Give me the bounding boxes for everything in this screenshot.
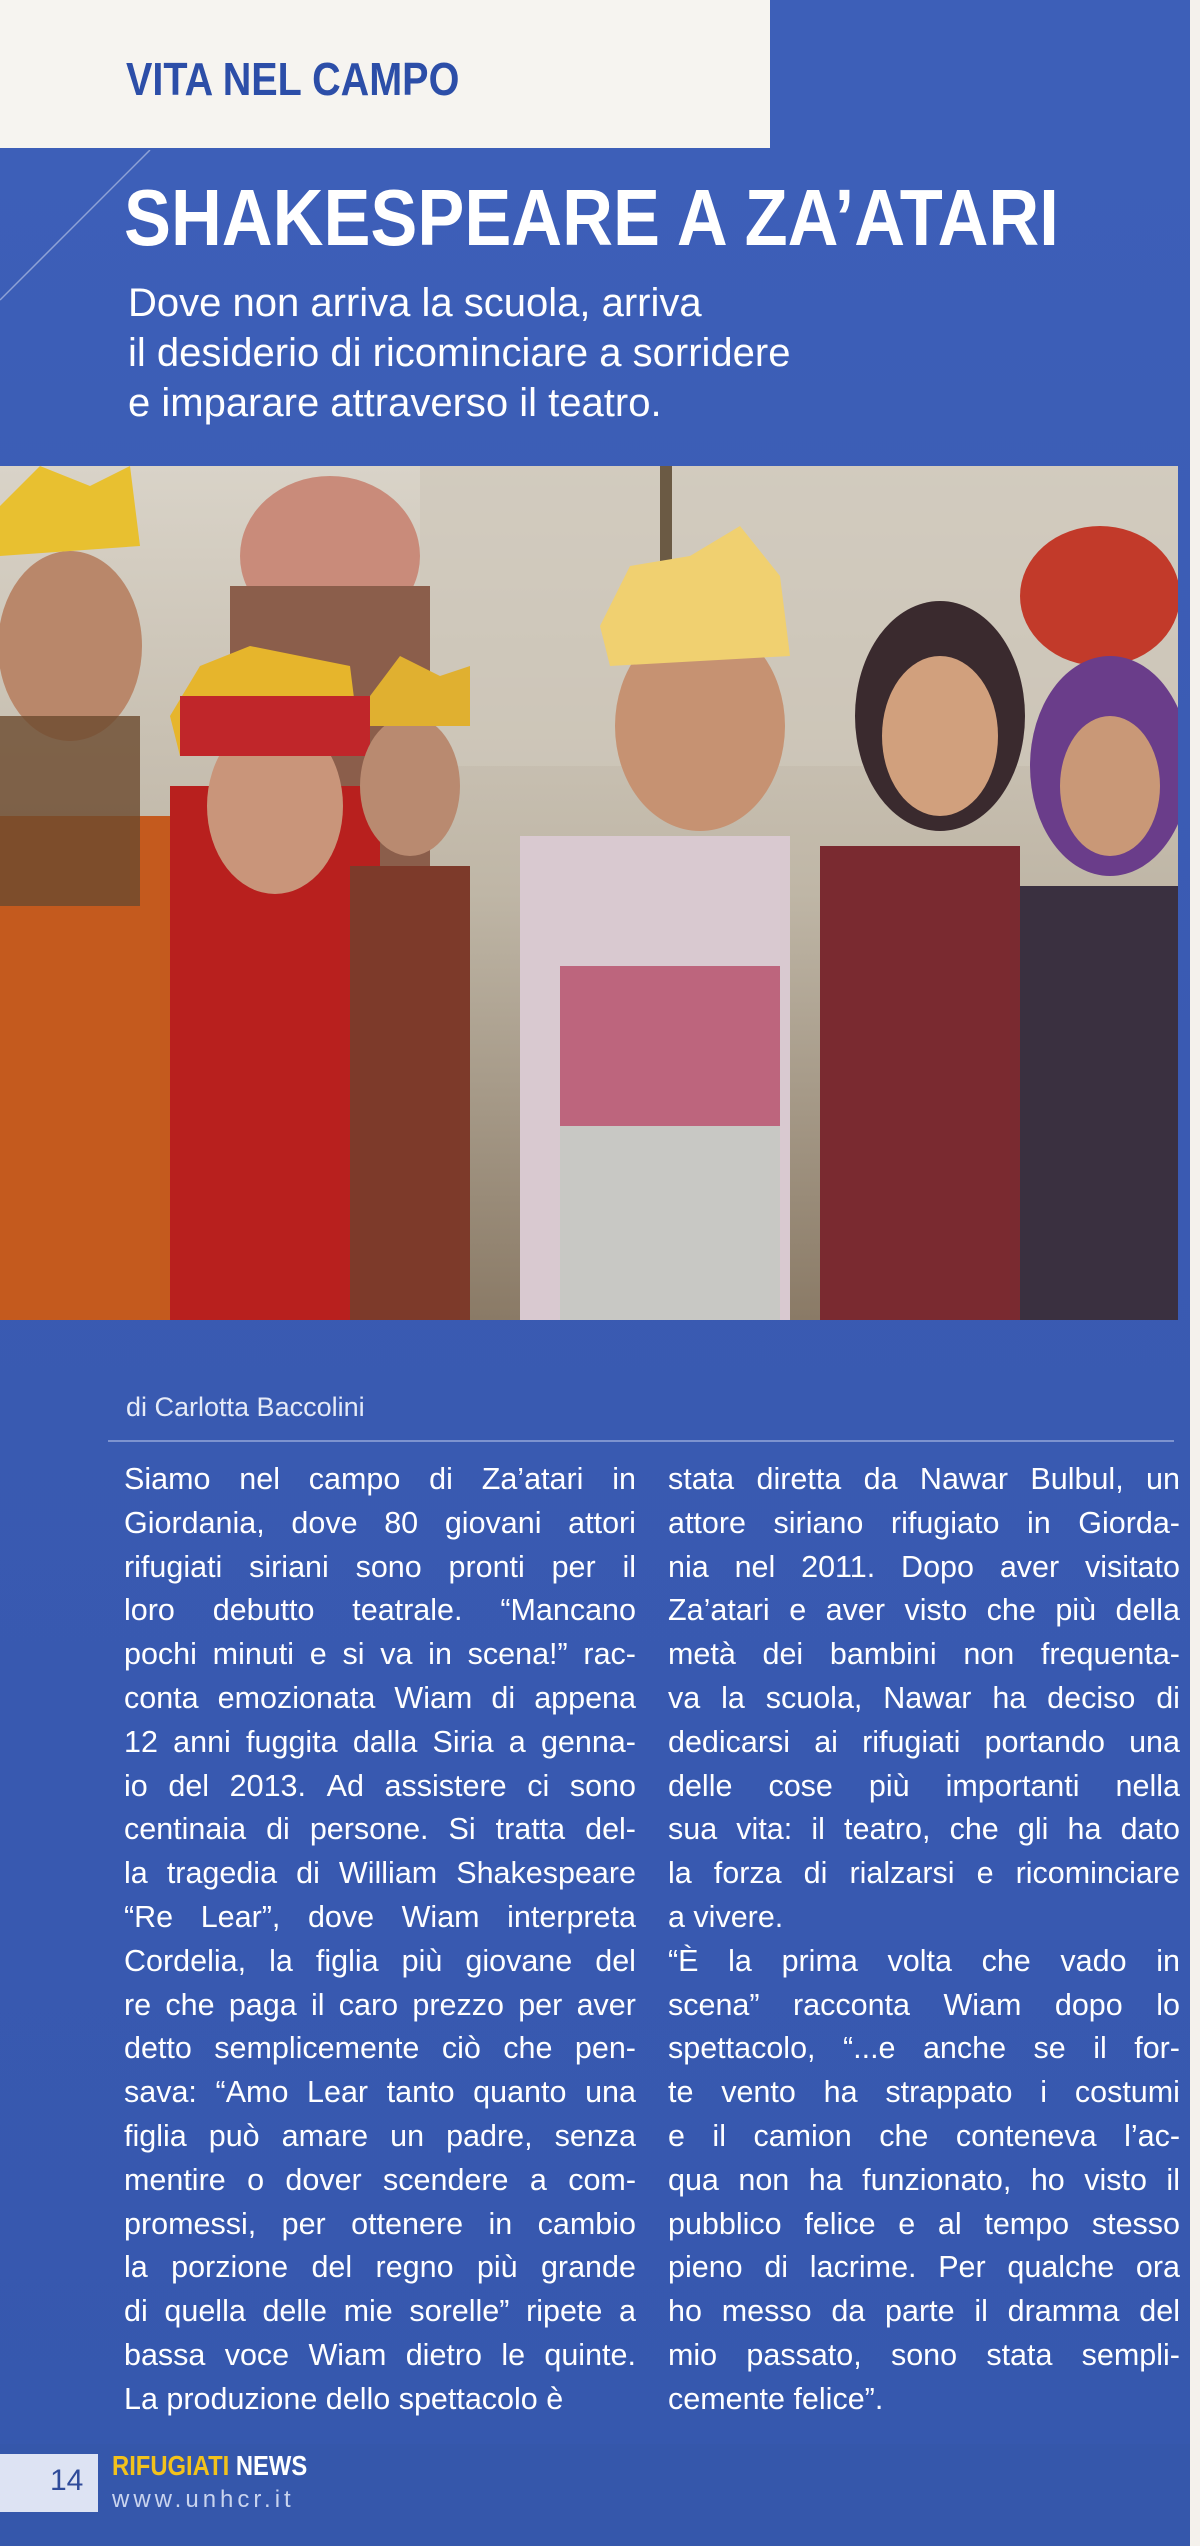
section-label: VITA NEL CAMPO (126, 53, 460, 105)
text-line: nia nel 2011. Dopo aver visitato (668, 1549, 1180, 1584)
text-line: “È la prima volta che vado in (668, 1943, 1180, 1978)
text-line: di quella delle mie sorelle” ripete a (124, 2294, 636, 2329)
page-number: 14 (50, 2464, 84, 2497)
subtitle-line: il desiderio di ricominciare a sorridere (128, 331, 791, 375)
text-line: conta emozionata Wiam di appena (124, 1680, 636, 1715)
text-line: centinaia di persone. Si tratta del- (124, 1812, 636, 1847)
text-line: stata diretta da Nawar Bulbul, un (668, 1462, 1180, 1496)
text-line: loro debutto teatrale. “Mancano (124, 1593, 636, 1628)
text-line: promessi, per ottenere in cambio (124, 2206, 636, 2241)
text-line: rifugiati siriani sono pronti per il (124, 1549, 636, 1584)
text-line: re che paga il caro prezzo per aver (124, 1987, 636, 2022)
text-line: la tragedia di William Shakespeare (124, 1856, 636, 1891)
text-line: la porzione del regno più grande (124, 2250, 636, 2285)
text-line: figlia può amare un padre, senza (124, 2118, 636, 2153)
text-line: Siamo nel campo di Za’atari in (124, 1462, 636, 1496)
brand-part-rifugiati: RIFUGIATI (112, 2450, 230, 2481)
text-line: spettacolo, “...e anche se il for- (668, 2031, 1180, 2066)
subtitle-line: Dove non arriva la scuola, arriva (128, 281, 702, 325)
text-line: sua vita: il teatro, che gli ha dato (668, 1812, 1180, 1847)
text-line: cemente felice”. (668, 2381, 884, 2416)
text-line: sava: “Amo Lear tanto quanto una (124, 2075, 636, 2110)
website-url: www.unhcr.it (112, 2486, 295, 2513)
brand-part-news: NEWS (235, 2450, 308, 2481)
text-line: Cordelia, la figlia più giovane del (124, 1943, 636, 1978)
text-line: qua non ha funzionato, ho visto il (668, 2162, 1180, 2197)
text-line: va la scuola, Nawar ha deciso di (668, 1680, 1180, 1715)
text-line: Za’atari e aver visto che più della (668, 1593, 1180, 1628)
text-line: La produzione dello spettacolo è (124, 2381, 564, 2416)
text-line: pochi minuti e si va in scena!” rac- (124, 1637, 636, 1672)
children-theatre-photo (0, 466, 1178, 1320)
text-line: Giordania, dove 80 giovani attori (124, 1505, 636, 1540)
article-photo (0, 466, 1178, 1320)
text-line: pubblico felice e al tempo stesso (668, 2206, 1180, 2241)
text-line: bassa voce Wiam dietro le quinte. (124, 2337, 636, 2372)
text-line: ho messo da parte il dramma del (668, 2294, 1180, 2329)
text-line: dedicarsi ai rifugiati portando una (668, 1724, 1180, 1759)
subtitle-line: e imparare attraverso il teatro. (128, 381, 662, 425)
brand-logo (112, 2450, 307, 2482)
text-line: attore siriano rifugiato in Giorda- (668, 1505, 1180, 1540)
byline-divider (108, 1440, 1174, 1442)
text-line: io del 2013. Ad assistere ci sono (124, 1768, 636, 1803)
article-subtitle (128, 278, 928, 428)
text-line: delle cose più importanti nella (668, 1768, 1180, 1803)
text-column-1 (124, 1458, 636, 2422)
text-line: metà dei bambini non frequenta- (668, 1637, 1180, 1672)
text-line: la forza di rialzarsi e ricominciare (668, 1856, 1180, 1891)
text-line: mentire o dover scendere a com- (124, 2162, 636, 2197)
text-line: pieno di lacrime. Per qualche ora (668, 2250, 1180, 2285)
text-line: “Re Lear”, dove Wiam interpreta (124, 1899, 636, 1934)
text-line: 12 anni fuggita dalla Siria a genna- (124, 1724, 636, 1759)
byline: di Carlotta Baccolini (126, 1392, 365, 1422)
text-line: e il camion che conteneva l’ac- (668, 2118, 1180, 2153)
blue-top-corner (770, 0, 1190, 148)
article-title: SHAKESPEARE A ZA’ATARI (124, 173, 1059, 262)
text-line: a vivere. (668, 1899, 784, 1934)
text-line: te vento ha strappato i costumi (668, 2075, 1180, 2110)
text-line: scena” racconta Wiam dopo lo (668, 1987, 1180, 2022)
text-column-2 (668, 1458, 1180, 2422)
text-line: detto semplicemente ciò che pen- (124, 2031, 636, 2066)
text-line: mio passato, sono stata sempli- (668, 2337, 1180, 2372)
